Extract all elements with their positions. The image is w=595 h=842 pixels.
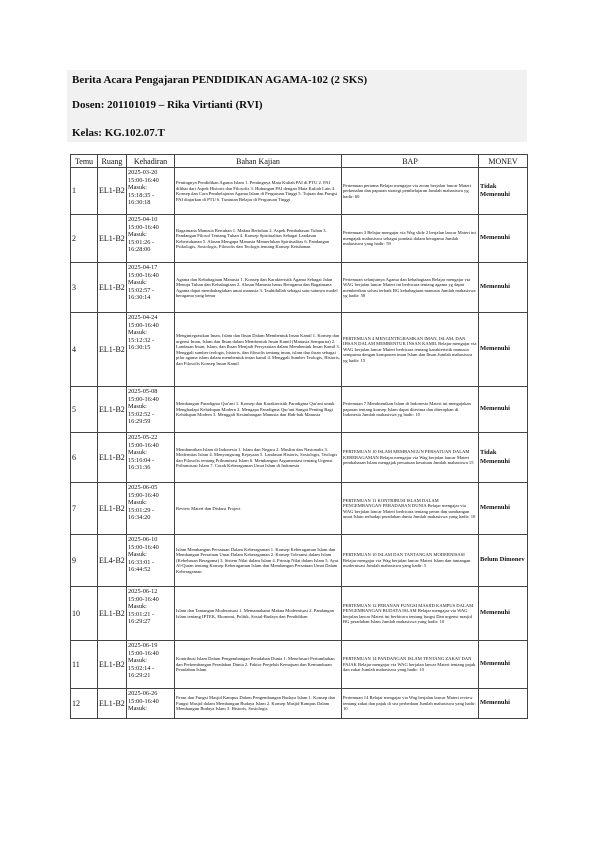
- study-material-cell: Bagaimana Manusia Bertuhan 1. Makna Bertuhan 2. Aspek Pembahasan Tuhan 3. Pandangan Filosof Tentang Tuhan 4. Konsep Spiritualitas Sebagai Landasan Kebertuhanan 5. Alasan Mengapa Manusia Memerlukan Spiritualitas 6. Pandangan Psikologis, Sosiologis, Filosofis dan Teologis tentang Konsep Ketuhanan: [175, 215, 342, 263]
- room-cell: EL1-B2: [98, 168, 127, 215]
- room-cell: EL1-B2: [98, 689, 127, 719]
- study-material-cell: Membangun Paradigma Qur'ani 1. Konsep dan Karakteristik Paradigma Qur'ani untuk Menghadapi Kehidupan Modern 2. Mengapa Paradigma Qur'ani Sangat Penting Bagi Kehidupan Modern 3. Menggali Kesimbangan Manusia dan Hak-hak Manusia: [175, 387, 342, 433]
- monev-status: Belum Dimonev: [479, 535, 528, 587]
- lecturer-line: Dosen: 201101019 – Rika Virtianti (RVI): [72, 99, 263, 111]
- room-cell: EL1-B2: [98, 483, 127, 535]
- attendance-masuk-time: 15:01:21 - 16:29:27: [128, 610, 155, 626]
- room-cell: EL1-B2: [98, 313, 127, 387]
- column-header-bahan-kajian: Bahan Kajian: [175, 155, 342, 168]
- attendance-masuk-time: 15:18:35 - 16:30:18: [128, 191, 155, 207]
- attendance-date: 2025-05-22: [128, 434, 158, 441]
- attendance-masuk-label: Masuk:: [128, 551, 147, 559]
- attendance-time: 15:00-16:40: [128, 271, 159, 279]
- attendance-masuk-time: 15:02:57 - 16:30:14: [128, 286, 155, 302]
- attendance-cell: [127, 215, 175, 263]
- meeting-number: 1: [71, 168, 98, 215]
- attendance-masuk-label: Masuk:: [128, 231, 147, 239]
- column-header-kehadiran: Kehadiran: [127, 155, 175, 168]
- room-cell: EL1-B2: [98, 587, 127, 641]
- document-header: [67, 70, 527, 142]
- bap-cell: Pertemuan selanjutnya Agama dan kebahagiaan Belajar mengajar via WAG berjalan lancar Materi ini berbicara tentang agama yg dapat memberikan solusi terbaik BG kebahagiaan manusia Jumlah mahasiswa yg hadir: 58: [342, 263, 479, 313]
- meeting-number: 10: [71, 587, 98, 641]
- monev-status: Memenuhi: [479, 263, 528, 313]
- study-material-cell: Kontribusi Islam Dalam Pengembangan Peradaban Dunia 1. Menelusuri Pertumbuhan dan Perkembangan Peradaban Dunia 2. Faktor Penjeluh Kemajuan dan Kemunduran Peradaban Islam: [175, 641, 342, 689]
- attendance-date: 2025-06-26: [128, 690, 158, 697]
- meeting-number: 3: [71, 263, 98, 313]
- column-header-temu: Temu: [71, 155, 98, 168]
- attendance-date: 2025-03-20: [128, 169, 158, 176]
- monev-status: Memenuhi: [479, 641, 528, 689]
- bap-cell: PERTEMUAN 10 ISLAM MEMBANGUN PERSATUAN DALAM KEBERAGAMAN Belajar mengajar via Wag berjalan lancar Materi pembahasan Islam mengajak persatuan kesatuan Jumlah mahasiswa 15: [342, 433, 479, 483]
- table-row: [71, 168, 528, 215]
- attendance-masuk-time: 15:01:29 - 16:34:20: [128, 506, 155, 522]
- attendance-time: 15:00-16:40: [128, 321, 159, 329]
- bap-cell: PERTEMUAN 10 ISLAM DAN TANTANGAN MODERNISASI Belajar mengajar via Wag berjalan lancar Materi Islam dan tantangan modernisasi Jumlah mahasiswa yang hadir: 5: [342, 535, 479, 587]
- attendance-time: 15:00-16:40: [128, 595, 159, 603]
- monev-status: Memenuhi: [479, 689, 528, 719]
- attendance-cell: [127, 535, 175, 587]
- room-cell: EL1-B2: [98, 215, 127, 263]
- study-material-cell: Membumikan Islam di Indonesia 1. Islam dan Negara 2. Muslim dan Nasionalis 3. Modernitas Islam 4. Menyongsong Kejayaan 5. Landasan Historis, Sosiologis, Teologis dan Filosofis tentang Pribumisasi Islam 6. Membangun Argumentasi tentang Urgensi Pribumisasi Islam 7. Corak Keberagaman Umat Islam di Indonesia: [175, 433, 342, 483]
- monev-status: Tidak Memenuhi: [479, 433, 528, 483]
- attendance-masuk-label: Masuk:: [128, 705, 147, 713]
- table-row: [71, 535, 528, 587]
- attendance-masuk-time: 15:01:26 - 16:28:00: [128, 238, 155, 254]
- attendance-cell: [127, 587, 175, 641]
- attendance-masuk-time: 15:16:04 - 16:31:36: [128, 456, 155, 472]
- monev-status: Memenuhi: [479, 215, 528, 263]
- attendance-date: 2025-04-10: [128, 216, 158, 223]
- meeting-number: 2: [71, 215, 98, 263]
- attendance-masuk-time: 15:02:14 - 16:29:21: [128, 664, 155, 680]
- attendance-time: 15:00-16:40: [128, 176, 159, 184]
- attendance-date: 2025-06-05: [128, 484, 158, 491]
- attendance-masuk-time: 15:12:32 - 16:30:15: [128, 336, 155, 352]
- meeting-number: 4: [71, 313, 98, 387]
- column-header-bap: BAP: [342, 155, 479, 168]
- bap-cell: Pertemuan 3 Belajar mengajar via Wag slide 2 berjalan lancar Materi ini mengajak mahasiswa sebagai pondasi dalam beragama Jumlah mahasiswa yang hadir: 59: [342, 215, 479, 263]
- bap-cell: PERTEMUAN 11 KONTRIBUSI ISLAM DALAM PENGEMBANGAN PERADABAN DUNIA Belajar mengajar via WAG berjalan lancar Materi berbicara tentang peran dan sumbangan umat Islam terhadap peradaban dunia Jumlah mahasiswa yang hadir: 10: [342, 483, 479, 535]
- document-title: Berita Acara Pengajaran PENDIDIKAN AGAMA-102 (2 SKS): [72, 74, 368, 86]
- bap-cell: PERTEMUAN 4 MENGINTEGRASIKAN IMAN, ISLAM, DAN IHSAN DALAM MEMBENTUK INSAN KAMIL Belajar mengajar via WAG berjalan lancar Materi berbicara tentang karakteristik manusia sempurna dengan komponen iman Islam dan Ihsan Jumlah mahasiswa yg hadir: 15: [342, 313, 479, 387]
- monev-status: Tidak Memenuhi: [479, 168, 528, 215]
- teaching-report-table: [70, 154, 528, 719]
- attendance-date: 2025-06-19: [128, 642, 158, 649]
- column-header-ruang: Ruang: [98, 155, 127, 168]
- attendance-masuk-label: Masuk:: [128, 403, 147, 411]
- table-row: [71, 263, 528, 313]
- attendance-time: 15:00-16:40: [128, 649, 159, 657]
- table-header-row: [71, 155, 528, 168]
- attendance-cell: [127, 263, 175, 313]
- attendance-masuk-label: Masuk:: [128, 449, 147, 457]
- attendance-cell: [127, 433, 175, 483]
- attendance-masuk-label: Masuk:: [128, 499, 147, 507]
- table-row: [71, 689, 528, 719]
- study-material-cell: Review Materi dan Diskusi Project: [175, 483, 342, 535]
- attendance-masuk-time: 16:33:01 - 16:44:52: [128, 558, 155, 574]
- attendance-masuk-time: 15:02:52 - 16:29:59: [128, 410, 155, 426]
- column-header-monev: MONEV: [479, 155, 528, 168]
- meeting-number: 7: [71, 483, 98, 535]
- table-row: [71, 587, 528, 641]
- attendance-date: 2025-04-17: [128, 264, 158, 271]
- room-cell: EL1-B2: [98, 387, 127, 433]
- attendance-cell: [127, 313, 175, 387]
- attendance-masuk-label: Masuk:: [128, 279, 147, 287]
- study-material-cell: Agama dan Kebahagiaan Manusia 1. Konsep dan Karakteristik Agama Sebagai Jalan Menuju Tuhan dan Kebahagiaan 2. Alasan Manusia harus Beragama dan Bagaimana Agama dapat membahagiakan umat manusia 3. Tauhidullah sebagai satu-satunya model beragama yang benar: [175, 263, 342, 313]
- class-line: Kelas: KG.102.07.T: [72, 127, 165, 139]
- bap-cell: Pertemuan 14 Belajar mengajar via Wag berjalan lancar Materi review tentang zakat dan pajak di sisi perbedaan Jumlah mahasiswa yang hadir: 10: [342, 689, 479, 719]
- table-row: [71, 387, 528, 433]
- study-material-cell: Mengintegrasikan Iman, Islam dan Ihsan Dalam Membentuk Insan Kamil 1. Konsep dan urgensi Iman, Islam dan Ihsan dalam Membentuk Insan Kamil (Manusia Sempurna) 2. Landasan Iman, Islam, dan Ihsan Menjadi Persyaratan dalam Membentuk Insan Kamil 3. Menggali sumber teologis, historis, dan filosofis tentang iman, islam dan ihsan sebagai pilar agama islam dalam membentuk insan kamil 4. Menggali Sumber Teologis, Historis, dan Filosofis Konsep Insan Kamil: [175, 313, 342, 387]
- attendance-date: 2025-04-24: [128, 314, 158, 321]
- attendance-date: 2025-05-08: [128, 388, 158, 395]
- monev-status: Memenuhi: [479, 587, 528, 641]
- attendance-time: 15:00-16:40: [128, 491, 159, 499]
- room-cell: EL1-B2: [98, 641, 127, 689]
- meeting-number: 11: [71, 641, 98, 689]
- table-row: [71, 433, 528, 483]
- table-row: [71, 641, 528, 689]
- attendance-time: 15:00-16:40: [128, 223, 159, 231]
- monev-status: Memenuhi: [479, 483, 528, 535]
- study-material-cell: Pentingnya Pendidikan Agama Islam 1. Pentingnya Mata Kuliah PAI di PTU 2. PAI dilihat dari Aspek Historis dan Filosofis 3. Hubungan PAI dengan Mata Kuliah Lain 4. Konsep dan Cara Pembelajaran Agama Islam di Perguruan Tinggi 5. Tujuan dan Fungsi PAI diajarkan di PTU 6. Tuntutan Belajar di Perguruan Tinggi: [175, 168, 342, 215]
- attendance-cell: [127, 641, 175, 689]
- table-row: [71, 215, 528, 263]
- monev-status: Memenuhi: [479, 313, 528, 387]
- bap-cell: Pertemuan pertama Belajar mengajar via zoom berjalan lancar Materi perkenalan dan paparan strategi pembelajaran Jumlah mahasiswa yg hadir: 60: [342, 168, 479, 215]
- meeting-number: 5: [71, 387, 98, 433]
- room-cell: EL4-B2: [98, 535, 127, 587]
- attendance-time: 15:00-16:40: [128, 543, 159, 551]
- meeting-number: 12: [71, 689, 98, 719]
- bap-cell: Pertemuan 7 Membumikan Islam di Indonesia Materi ini mengajakan paparan tentang konsep Islam dapat diterima dan diterapkan di Indonesia Jumlah mahasiswa yg hadir: 10: [342, 387, 479, 433]
- bap-cell: PERTEMUAN 12 PERANAN FUNGSI MASJID KAMPUS DALAM PENGEMBANGAN BUDAYA ISLAM Belajar mengajar via WAG berjalan lancar Materi ini berbicara tentang fungsi Dan urgensi masjid BG peradaban Islam Jumlah mahasiswa yang hadir: 10: [342, 587, 479, 641]
- meeting-number: 9: [71, 535, 98, 587]
- attendance-cell: [127, 689, 175, 719]
- attendance-time: 15:00-16:40: [128, 441, 159, 449]
- attendance-date: 2025-06-12: [128, 588, 158, 595]
- monev-status: Memenuhi: [479, 387, 528, 433]
- attendance-cell: [127, 387, 175, 433]
- attendance-cell: [127, 168, 175, 215]
- attendance-date: 2025-06-10: [128, 536, 158, 543]
- attendance-cell: [127, 483, 175, 535]
- room-cell: EL1-B2: [98, 263, 127, 313]
- attendance-masuk-label: Masuk:: [128, 657, 147, 665]
- study-material-cell: Peran dan Fungsi Masjid Kampus Dalam Pengembangan Budaya Islam 1. Konsep dan Fungsi Masjid dalam Membangun Budaya Islam 2. Konsep Masjid Kampus Dalam Membangun Budaya Islam 3. Historis, Sosiologis: [175, 689, 342, 719]
- attendance-time: 15:00-16:40: [128, 697, 159, 705]
- table-row: [71, 313, 528, 387]
- study-material-cell: Islam dan Tantangan Modernisasi 1. Memamahami Makna Modernisasi 2. Pandangan Islam tentang IPTEK, Ekonomi, Politik, Sosial-Budaya dan Pendidikan: [175, 587, 342, 641]
- attendance-masuk-label: Masuk:: [128, 184, 147, 192]
- attendance-time: 15:00-16:40: [128, 395, 159, 403]
- study-material-cell: Islam Membangun Persatuan Dalam Keberagaman 1. Konsep Keberagaman Islam dan Membangun Persatuan Umat Dalam Keberagaman 2. Konsep Toleransi dalam Islam (Kebebasan Beragama) 3. Sistem Nilai dalam Islam 4. Prinsip Nilai dalam Islam 5. Ayat Al-Quran tentang Konsep Keberagaman Islam dan Membangun Persatuan Umat Dalam Keberagaman: [175, 535, 342, 587]
- table-row: [71, 483, 528, 535]
- meeting-number: 6: [71, 433, 98, 483]
- bap-cell: PERTEMUAN 14 PANDANGAN ISLAM TENTANG ZAKAT DAN PAJAK Belajar mengajar via WAG berjalan lancar Materi tentang pajak dan zakat Jumlah mahasiswa yang hadir: 10: [342, 641, 479, 689]
- room-cell: EL1-B2: [98, 433, 127, 483]
- attendance-masuk-label: Masuk:: [128, 329, 147, 337]
- attendance-masuk-label: Masuk:: [128, 603, 147, 611]
